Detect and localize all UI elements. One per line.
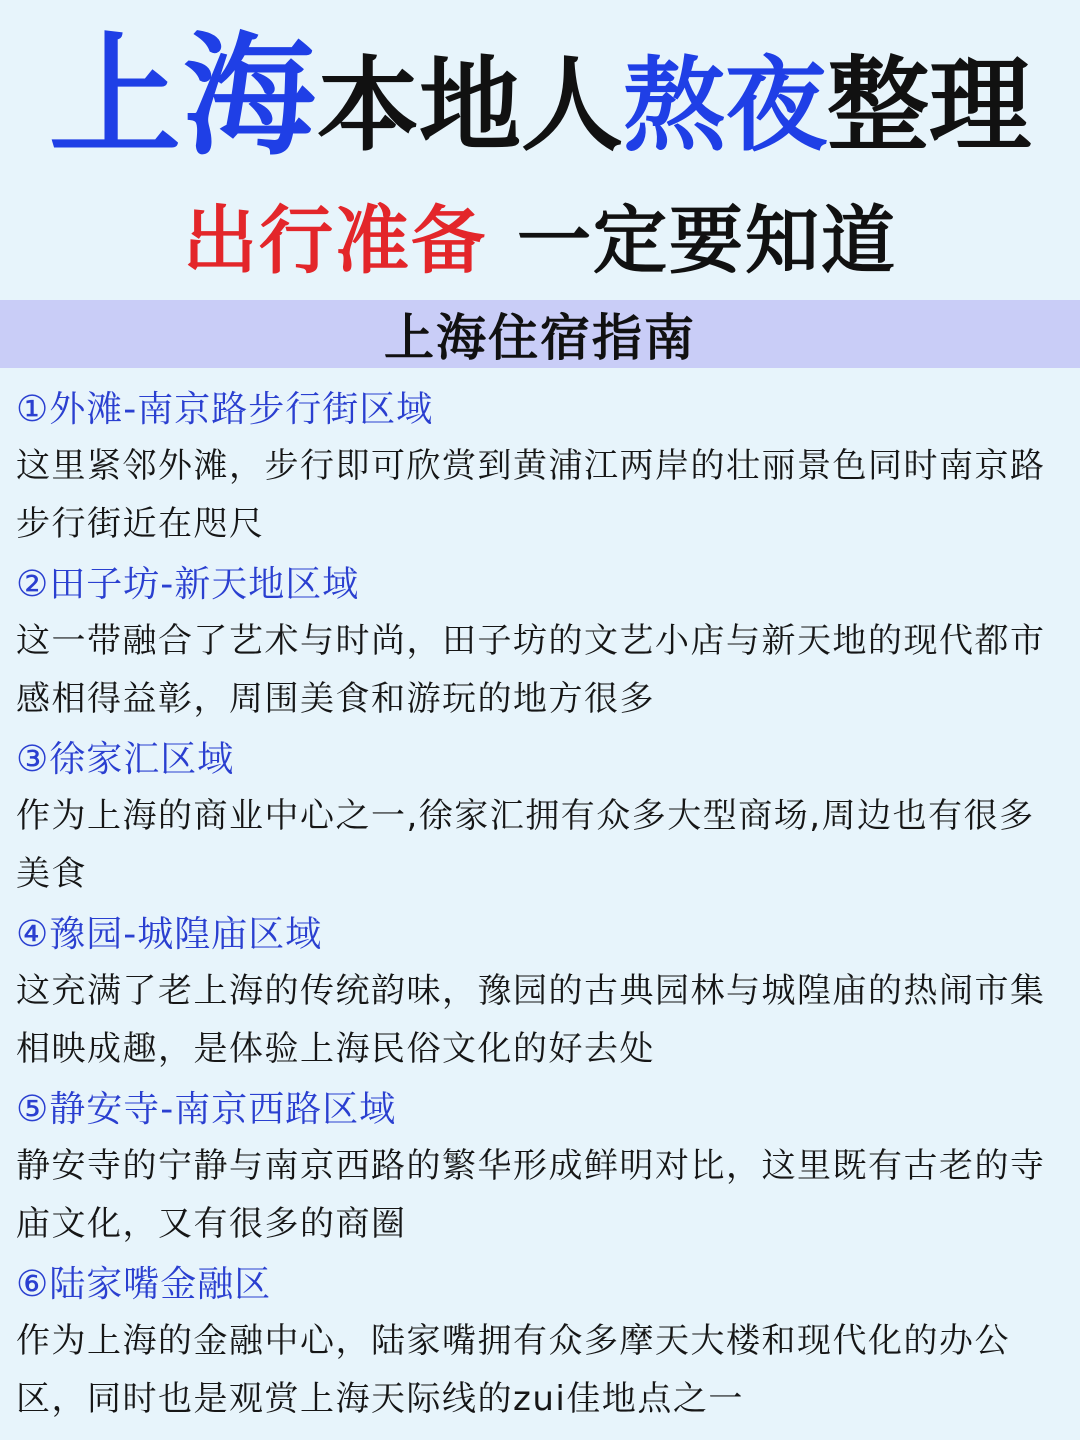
list-item bbox=[16, 1082, 1066, 1253]
subtitle bbox=[0, 190, 1080, 284]
title-compiled: 整理 bbox=[827, 47, 1031, 166]
item-title: ③徐家汇区域 bbox=[16, 739, 235, 780]
item-title: ④豫园-城隍庙区域 bbox=[16, 914, 323, 955]
list-item bbox=[16, 732, 1066, 903]
list-item bbox=[16, 382, 1066, 553]
list-item bbox=[16, 1257, 1066, 1428]
area-list bbox=[16, 382, 1066, 1432]
item-body: 这充满了老上海的传统韵味，豫园的古典园林与城隍庙的热闹市集相映成趣，是体验上海民俗文化的好去处 bbox=[16, 971, 1046, 1069]
list-item bbox=[16, 557, 1066, 728]
item-body: 静安寺的宁静与南京西路的繁华形成鲜明对比，这里既有古老的寺庙文化，又有很多的商圈 bbox=[16, 1146, 1046, 1244]
title-shanghai: 上海 bbox=[49, 20, 317, 174]
item-body: 作为上海的金融中心，陆家嘴拥有众多摩天大楼和现代化的办公区，同时也是观赏上海天际线的zui佳地点之一 bbox=[16, 1321, 1010, 1419]
item-title: ①外滩-南京路步行街区域 bbox=[16, 389, 434, 430]
title-all-nighter: 熬夜 bbox=[623, 47, 827, 166]
list-item bbox=[16, 907, 1066, 1078]
item-body: 这一带融合了艺术与时尚，田子坊的文艺小店与新天地的现代都市感相得益彰，周围美食和游玩的地方很多 bbox=[16, 621, 1046, 719]
item-body: 作为上海的商业中心之一,徐家汇拥有众多大型商场,周边也有很多美食 bbox=[16, 796, 1035, 894]
page-title bbox=[0, 22, 1080, 172]
item-title: ⑥陆家嘴金融区 bbox=[16, 1264, 272, 1305]
banner-label: 上海住宿指南 bbox=[384, 309, 696, 367]
item-title: ②田子坊-新天地区域 bbox=[16, 564, 360, 605]
item-body: 这里紧邻外滩，步行即可欣赏到黄浦江两岸的壮丽景色同时南京路步行街近在咫尺 bbox=[16, 446, 1046, 544]
subtitle-must-know: 一定要知道 bbox=[517, 198, 897, 284]
subtitle-travel-prep: 出行准备 bbox=[183, 198, 487, 284]
section-banner bbox=[0, 300, 1080, 368]
title-locals: 本地人 bbox=[317, 47, 623, 166]
item-title: ⑤静安寺-南京西路区域 bbox=[16, 1089, 397, 1130]
